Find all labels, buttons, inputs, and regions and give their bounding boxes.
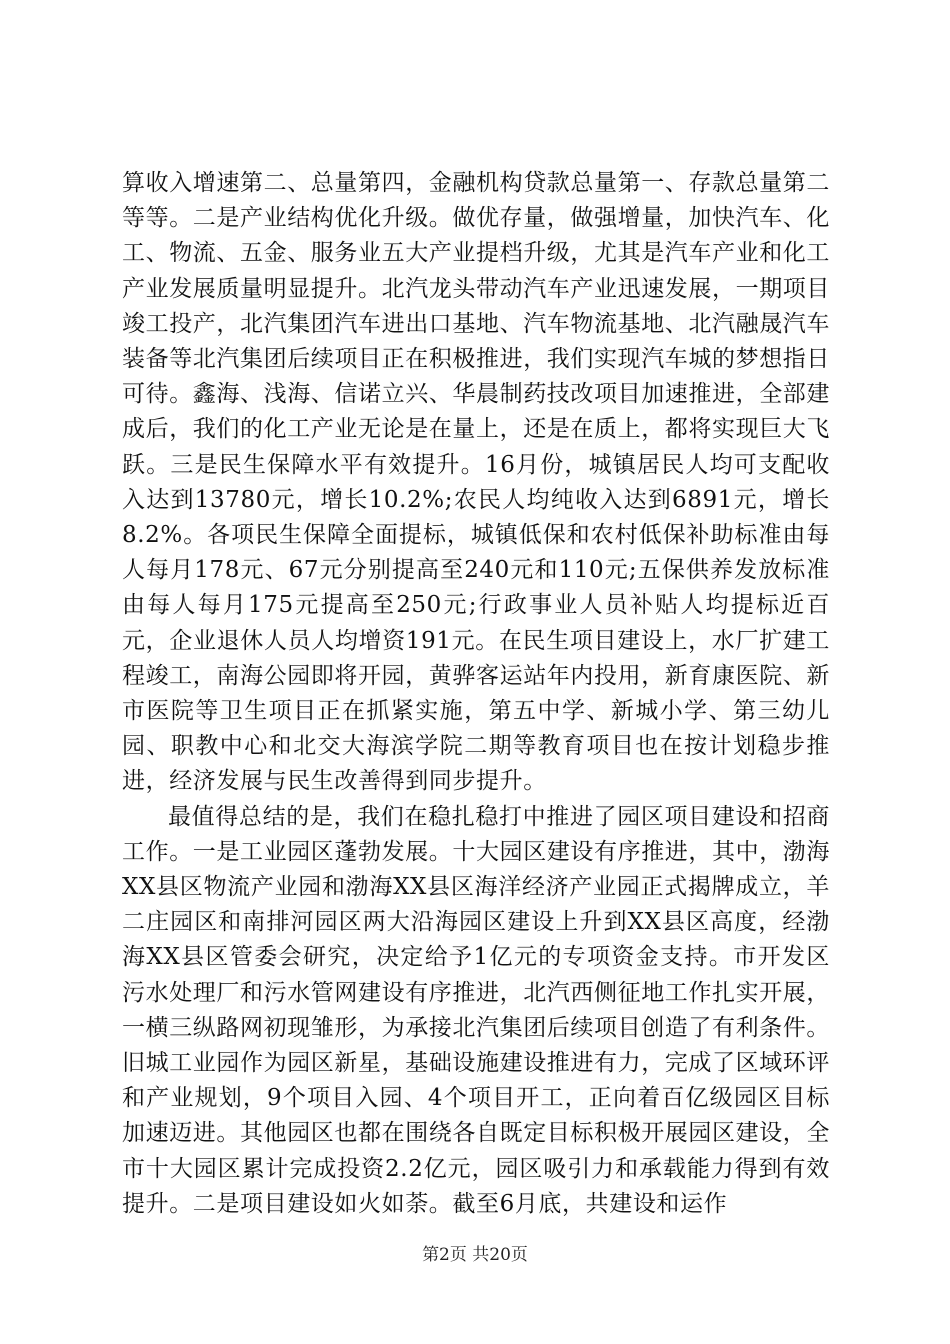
document-body: [122, 166, 830, 1222]
paragraph-1: 算收入增速第二、总量第四，金融机构贷款总量第一、存款总量第二等等。二是产业结构优化升级。做优存量，做强增量，加快汽车、化工、物流、五金、服务业五大产业提档升级，尤其是汽车产业和化工产业发展质量明显提升。北汽龙头带动汽车产业迅速发展，一期项目竣工投产，北汽集团汽车进出口基地、汽车物流基地、北汽融晟汽车装备等北汽集团后续项目正在积极推进，我们实现汽车城的梦想指日可待。鑫海、浅海、信诺立兴、华晨制药技改项目加速推进，全部建成后，我们的化工产业无论是在量上，还是在质上，都将实现巨大飞跃。三是民生保障水平有效提升。16月份，城镇居民人均可支配收入达到13780元，增长10.2%;农民人均纯收入达到6891元，增长8.2%。各项民生保障全面提标，城镇低保和农村低保补助标准由每人每月178元、67元分别提高至240元和110元;五保供养发放标准由每人每月175元提高至250元;行政事业人员补贴人均提标近百元，企业退休人员人均增资191元。在民生项目建设上，水厂扩建工程竣工，南海公园即将开园，黄骅客运站年内投用，新育康医院、新市医院等卫生项目正在抓紧实施，第五中学、新城小学、第三幼儿园、职教中心和北交大海滨学院二期等教育项目也在按计划稳步推进，经济发展与民生改善得到同步提升。: [122, 170, 830, 795]
paragraph-2: 最值得总结的是，我们在稳扎稳打中推进了园区项目建设和招商工作。一是工业园区蓬勃发展。十大园区建设有序推进，其中，渤海XX县区物流产业园和渤海XX县区海洋经济产业园正式揭牌成立，羊二庄园区和南排河园区两大沿海园区建设上升到XX县区高度，经渤海XX县区管委会研究，决定给予1亿元的专项资金支持。市开发区污水处理厂和污水管网建设有序推进，北汽西侧征地工作扎实开展，一横三纵路网初现雏形，为承接北汽集团后续项目创造了有利条件。旧城工业园作为园区新星，基础设施建设推进有力，完成了区域环评和产业规划，9个项目入园、4个项目开工，正向着百亿级园区目标加速迈进。其他园区也都在围绕各自既定目标积极开展园区建设，全市十大园区累计完成投资2.2亿元，园区吸引力和承载能力得到有效提升。二是项目建设如火如荼。截至6月底，共建设和运作: [122, 803, 830, 1217]
page-footer: 第2页 共20页: [422, 1245, 528, 1265]
